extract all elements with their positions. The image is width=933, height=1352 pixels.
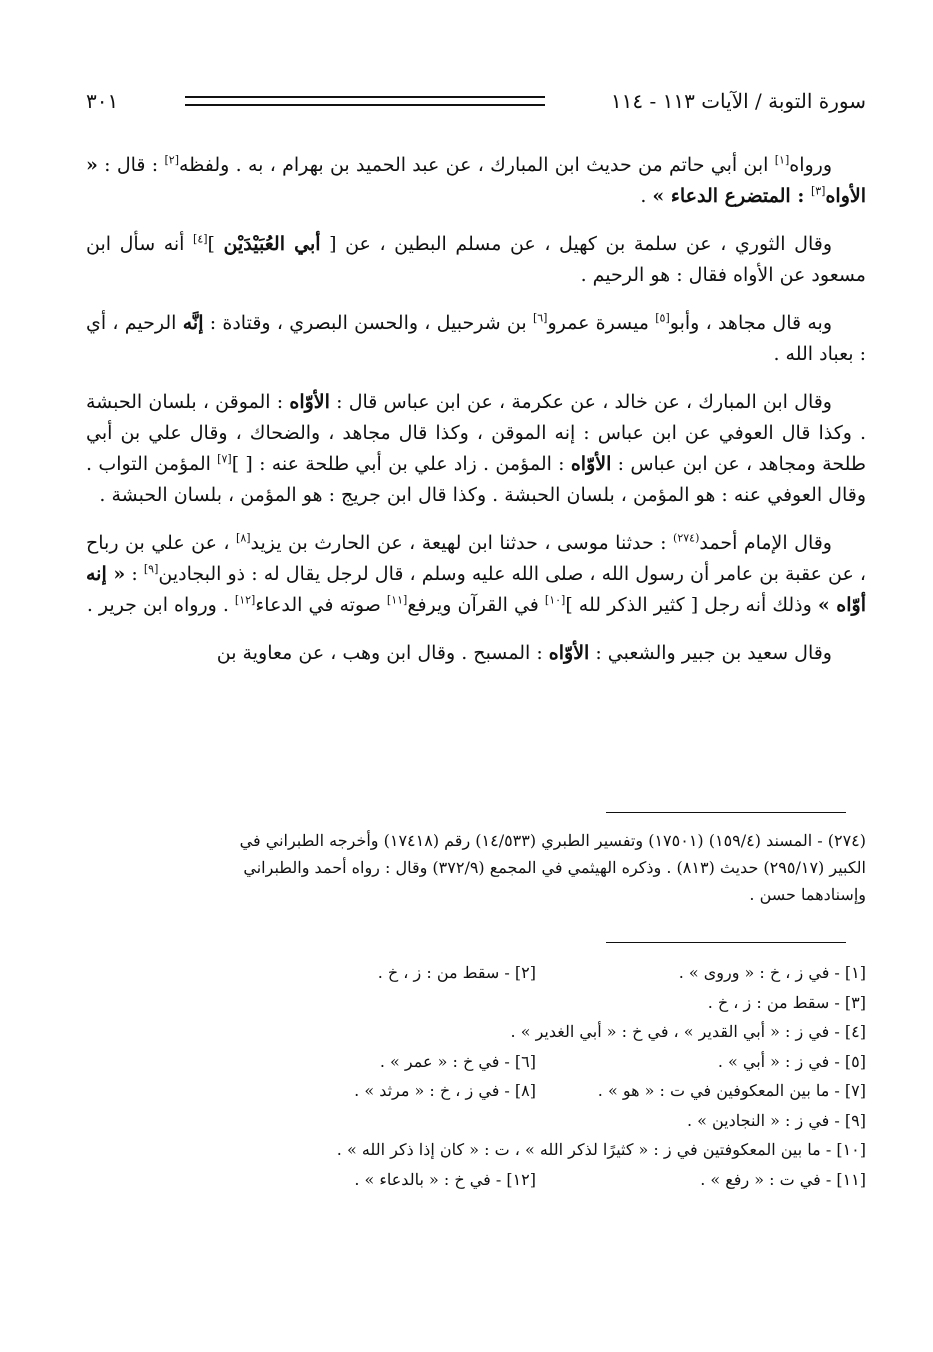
variant-note-row	[86, 1165, 866, 1195]
note-marker: [١٢]	[234, 593, 256, 607]
text-run: صوته في الدعاء	[255, 594, 387, 616]
note-marker: [٨]	[236, 531, 251, 545]
text-run: في القرآن ويرفع	[407, 594, 545, 616]
text-run: وذلك أنه رجل [ كثير الذكر لله ]	[565, 594, 818, 616]
variant-note: [١٢] - في خ : « بالدعاء » .	[354, 1169, 536, 1189]
bold-text: : المتضرع الدعاء »	[652, 185, 811, 207]
text-run: : الموقن ، بلسان الحبشة . وكذا قال العوفي عن ابن عباس : إنه الموقن ، وكذا قال مجاهد ، والضحاك ، وقال علي بن أبي طلحة ومجاهد ، عن ابن عباس :	[86, 391, 866, 475]
running-title: سورة التوبة / الآيات ١١٣ - ١١٤	[610, 89, 866, 113]
text-run: ، عن علي بن رباح ، عن عقبة بن عامر أن رسول الله ، صلى الله عليه وسلم ، قال لرجل يقال له : ذو البجادين	[86, 532, 866, 585]
paragraph	[86, 387, 866, 511]
variant-note-row	[86, 958, 866, 988]
header-rule	[185, 96, 545, 106]
text-run: وقال ابن المبارك ، عن خالد ، عن عكرمة ، عن ابن عباس قال :	[329, 391, 832, 413]
variant-note: [٣] - سقط من : ز ، خ .	[707, 992, 866, 1012]
bold-text: الأوّاه	[548, 642, 590, 664]
variant-note: [٩] - في ز : « النجادين » .	[686, 1110, 866, 1130]
footnote-line: (٢٧٤) - المسند (١٥٩/٤) (١٧٥٠١) وتفسير الطبري (١٤/٥٣٣) رقم (١٧٤١٨) وأخرجه الطبراني في	[239, 831, 866, 850]
main-text	[86, 150, 866, 669]
page-number: ٣٠١	[86, 89, 119, 113]
text-run: ورواه	[789, 154, 833, 176]
note-marker: [٤]	[193, 232, 208, 246]
text-run: : المؤمن . زاد علي بن أبي طلحة عنه : [ ]	[231, 453, 571, 475]
variant-note: [١] - في ز ، خ : « وروى » .	[678, 963, 866, 983]
variant-note-row	[86, 1135, 866, 1165]
variant-note: [١١] - في ت : « رفع » .	[700, 1169, 866, 1189]
variant-note-row	[86, 1106, 866, 1136]
note-marker: [٩]	[143, 562, 159, 576]
text-run: وقال الثوري ، عن سلمة بن كهيل ، عن مسلم البطين ، عن [	[320, 233, 833, 255]
bold-text: إنَّه	[182, 312, 204, 334]
variant-note: [٤] - في ز : « أبي القدير » ، في خ : « أبي الغدير » .	[510, 1022, 866, 1042]
text-run: المؤمن التواب . وقال العوفي عنه : هو المؤمن ، بلسان الحبشة . وكذا قال ابن جريج : هو المؤمن ، بلسان الحبشة .	[86, 453, 866, 506]
variants-separator	[606, 942, 846, 943]
footnote-line: وإسنادهما حسن .	[749, 885, 866, 904]
text-run: الرحيم ، أي : بعباد الله .	[86, 312, 866, 365]
bold-text: « الأواه	[86, 154, 866, 207]
note-marker: [١]	[774, 153, 790, 167]
text-run: أنه سأل ابن مسعود عن الأواه فقال : هو الرحيم .	[86, 233, 866, 286]
bold-text: أبي العُبَيْدَيْن	[223, 233, 321, 255]
paragraph	[86, 150, 866, 212]
note-marker: [٧]	[217, 452, 232, 466]
paragraph	[86, 638, 866, 669]
text-run: .	[640, 185, 653, 207]
variant-note: [٧] - ما بين المعكوفين في ت : « هو » .	[597, 1081, 866, 1101]
variant-note: [٨] - في ز ، خ : « مرثد » .	[354, 1081, 536, 1101]
text-run: : حدثنا موسى ، حدثنا ابن لهيعة ، عن الحارث بن يزيد	[250, 532, 674, 554]
source-footnote	[86, 827, 866, 908]
variant-note-row	[86, 1076, 866, 1106]
text-run: ]	[207, 233, 224, 255]
variant-note-row	[86, 1017, 866, 1047]
text-run: وبه قال مجاهد ، وأبو	[669, 312, 833, 334]
bold-text: « إنه أوّاه »	[86, 563, 866, 616]
text-run: وقال سعيد بن جبير والشعبي :	[589, 642, 832, 664]
footnote-separator	[606, 812, 846, 813]
variant-note-row	[86, 988, 866, 1018]
note-marker: [١١]	[386, 593, 408, 607]
variant-note-row	[86, 1047, 866, 1077]
note-marker: [٥]	[655, 311, 670, 325]
text-run: بن شرحبيل ، والحسن البصري ، وقتادة :	[203, 312, 533, 334]
bold-text: الأوّاه	[570, 453, 612, 475]
note-marker: (٢٧٤)	[673, 531, 700, 545]
note-marker: [٣]	[810, 184, 826, 198]
text-run: : المسبح . وقال ابن وهب ، عن معاوية بن	[216, 642, 549, 664]
text-run: وقال الإمام أحمد	[699, 532, 832, 554]
note-marker: [٦]	[532, 311, 548, 325]
variant-note: [١٠] - ما بين المعكوفتين في ز : « كثيرًا لذكر الله » ، ت : « كان إذا ذكر الله » .	[336, 1140, 866, 1160]
paragraph	[86, 528, 866, 621]
variant-note: [٢] - سقط من : ز ، خ .	[377, 963, 536, 983]
text-run: :	[125, 563, 144, 585]
paragraph	[86, 308, 866, 370]
text-run: ابن أبي حاتم من حديث ابن المبارك ، عن عبد الحميد بن بهرام ، به . ولفظه	[179, 154, 775, 176]
footnote-line: الكبير (٢٩٥/١٧) حديث (٨١٣) . وذكره الهيثمي في المجمع (٣٧٢/٩) وقال : رواه أحمد والطبراني	[243, 858, 866, 877]
variant-note: [٥] - في ز : « أبي » .	[717, 1051, 866, 1071]
note-marker: [١٠]	[544, 593, 566, 607]
text-run: : قال :	[97, 154, 165, 176]
paragraph	[86, 229, 866, 291]
bold-text: الأوّاه	[289, 391, 330, 413]
text-run: ميسرة عمرو	[547, 312, 656, 334]
running-header	[86, 86, 866, 116]
note-marker: [٢]	[164, 153, 179, 167]
text-run: . ورواه ابن جرير .	[86, 594, 235, 616]
variant-notes	[86, 958, 866, 1194]
variant-note: [٦] - في خ : « عمر » .	[379, 1051, 536, 1071]
